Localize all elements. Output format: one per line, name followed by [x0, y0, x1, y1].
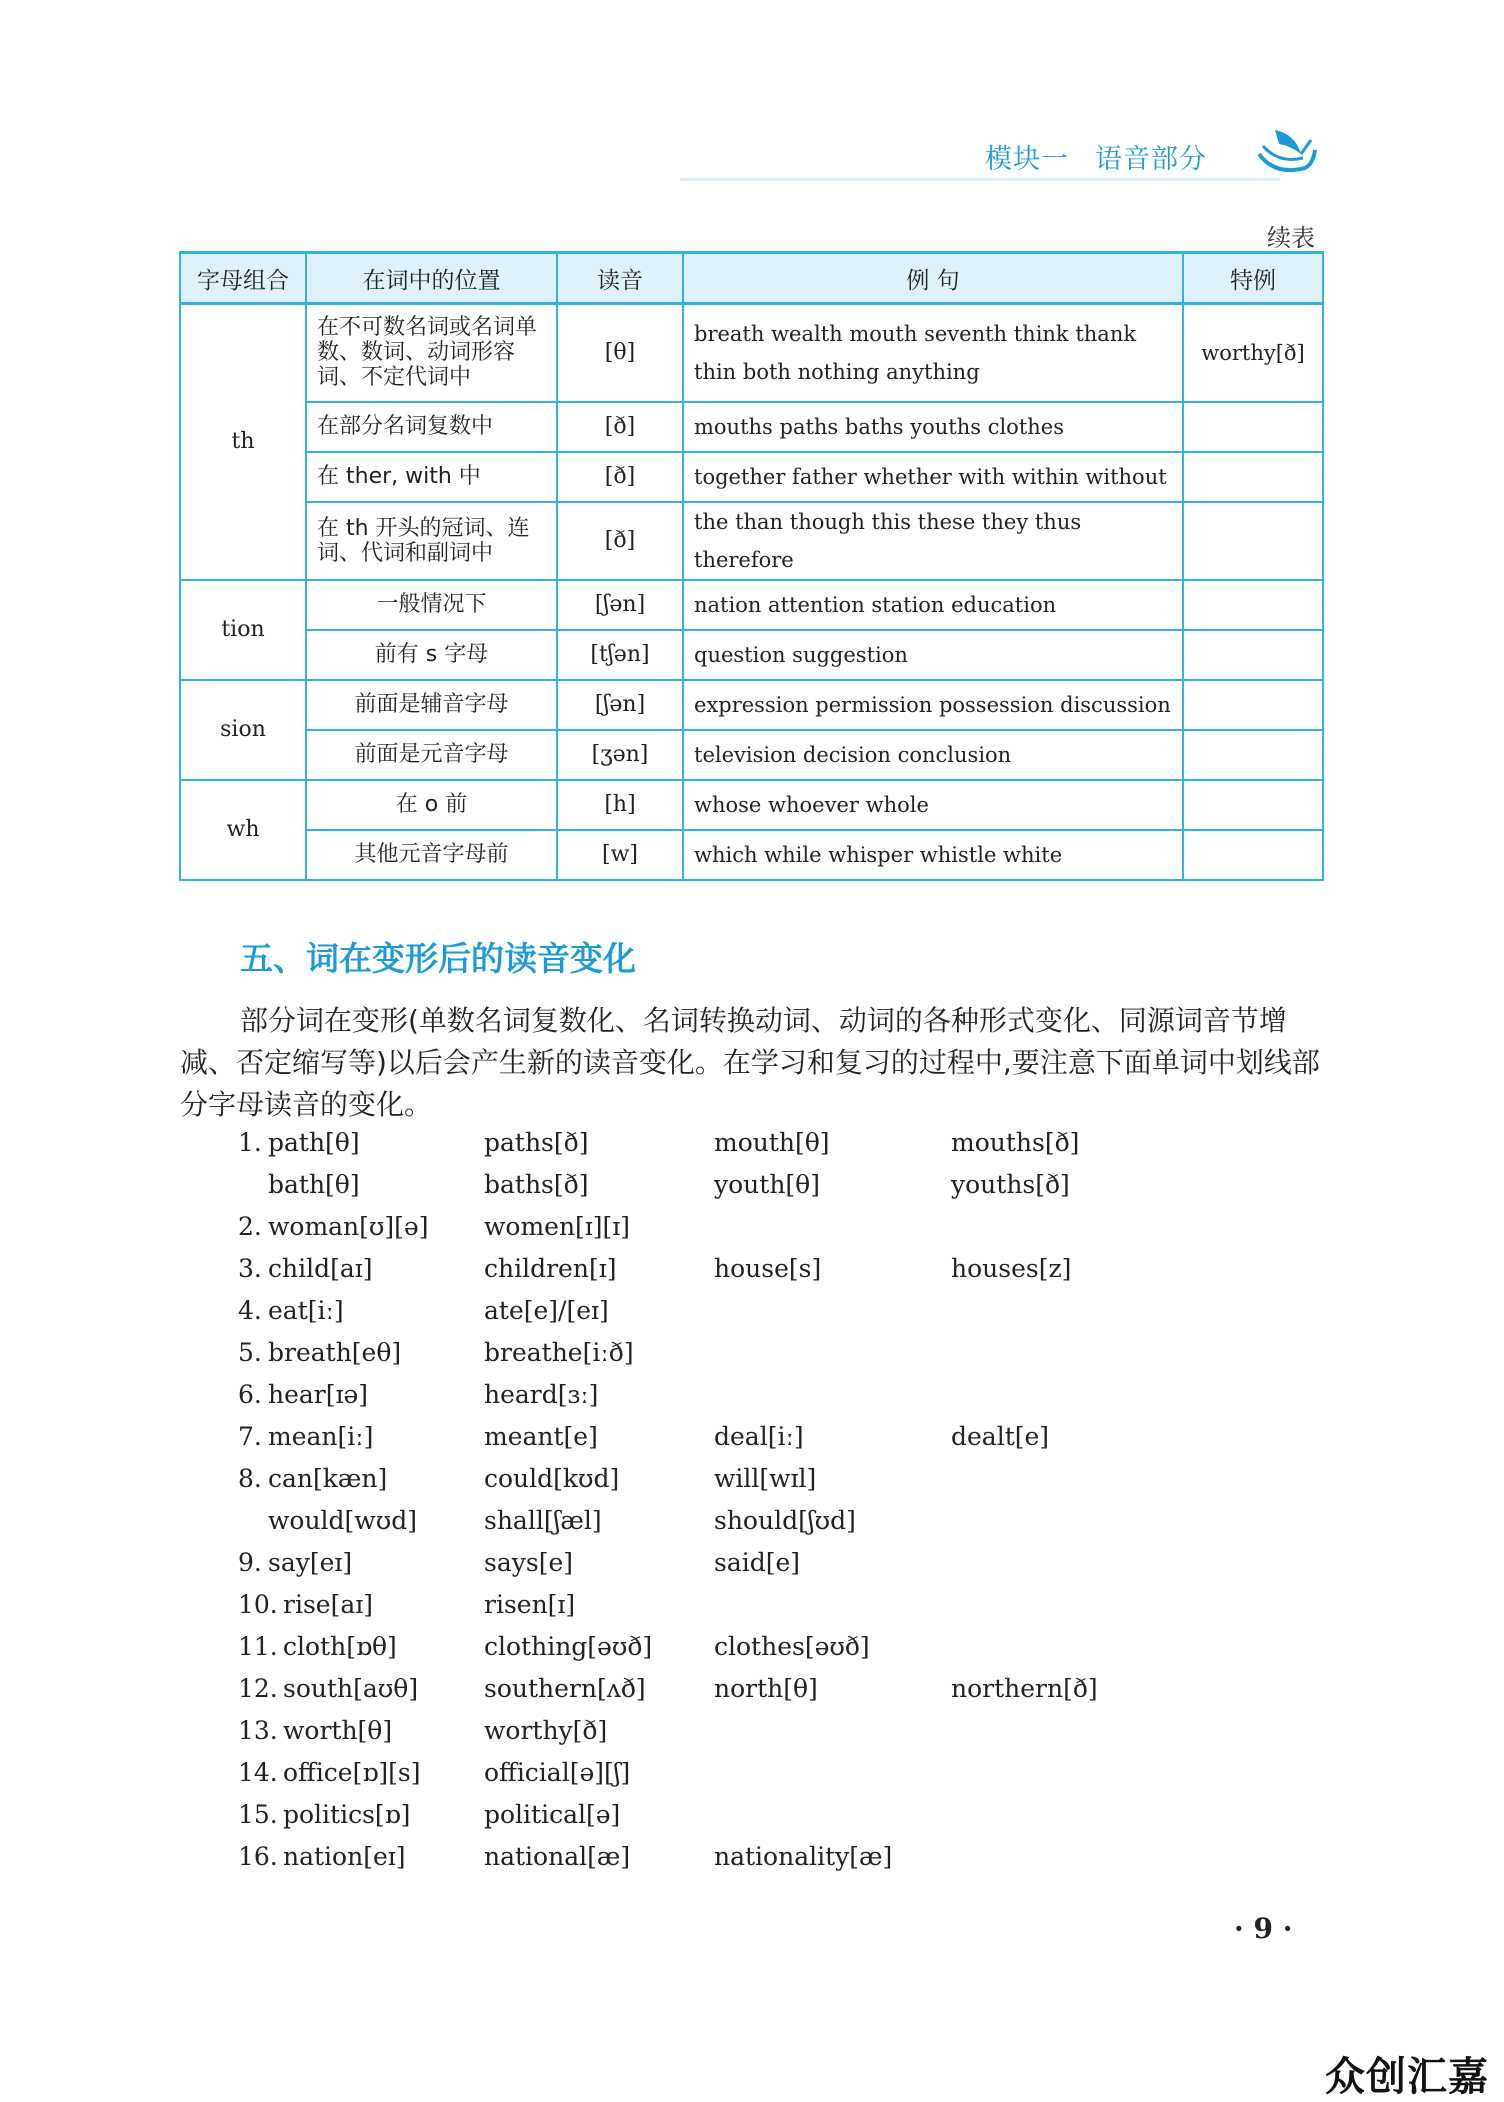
list-item [0, 1506, 1504, 1548]
table-row [180, 680, 1323, 730]
position-cell: 在不可数名词或名词单数、数词、动词形容词、不定代词中 [306, 304, 557, 402]
item-number: 5. [238, 1338, 262, 1367]
header-special: 特例 [1183, 253, 1323, 304]
word: shall[ʃæl] [484, 1506, 602, 1535]
word: risen[ɪ] [484, 1590, 576, 1619]
pronunciation-cell: [tʃən] [557, 630, 683, 680]
word: breathe[iːð] [484, 1338, 634, 1367]
list-item [0, 1464, 1504, 1506]
examples-cell [683, 304, 1183, 402]
header-module: 模块一 [985, 144, 1069, 175]
examples-cell: television decision conclusion [683, 730, 1183, 780]
table-row [180, 452, 1323, 502]
list-item [0, 1758, 1504, 1800]
word-change-list [0, 1128, 1504, 1884]
word: will[wɪl] [714, 1464, 817, 1493]
item-number: 7. [238, 1422, 262, 1451]
special-cell [1183, 452, 1323, 502]
word: nation[eɪ] [283, 1842, 406, 1871]
special-cell [1183, 680, 1323, 730]
examples-cell: question suggestion [683, 630, 1183, 680]
continued-label: 续表 [1267, 224, 1315, 252]
list-item [0, 1800, 1504, 1842]
word: national[æ] [484, 1842, 631, 1871]
word: clothing[əʊð] [484, 1632, 653, 1661]
item-number: 15. [238, 1800, 278, 1829]
word: says[e] [484, 1548, 573, 1577]
position-cell: 前有 s 字母 [306, 630, 557, 680]
word: mean[iː] [268, 1422, 374, 1451]
word: say[eɪ] [268, 1548, 353, 1577]
page-number: · 9 · [1234, 1912, 1293, 1945]
pronunciation-cell: [ʃən] [557, 680, 683, 730]
word: ate[e]/[eɪ] [484, 1296, 609, 1325]
position-cell: 在 th 开头的冠词、连词、代词和副词中 [306, 502, 557, 580]
list-item [0, 1212, 1504, 1254]
examples-cell: expression permission possession discussion [683, 680, 1183, 730]
word: northern[ð] [951, 1674, 1098, 1703]
word: would[wʊd] [268, 1506, 417, 1535]
list-item [0, 1674, 1504, 1716]
header-letter-combo: 字母组合 [180, 253, 306, 304]
header-section: 语音部分 [1095, 144, 1207, 175]
position-cell: 在 ther, with 中 [306, 452, 557, 502]
item-number: 13. [238, 1716, 278, 1745]
word: nationality[æ] [714, 1842, 893, 1871]
word: can[kæn] [268, 1464, 388, 1493]
item-number: 3. [238, 1254, 262, 1283]
examples-cell: nation attention station education [683, 580, 1183, 630]
section-title: 五、词在变形后的读音变化 [240, 939, 636, 978]
word: north[θ] [714, 1674, 818, 1703]
list-item [0, 1632, 1504, 1674]
item-number: 16. [238, 1842, 278, 1871]
word: could[kʊd] [484, 1464, 620, 1493]
word: eat[iː] [268, 1296, 344, 1325]
item-number: 4. [238, 1296, 262, 1325]
list-item [0, 1842, 1504, 1884]
word: mouth[θ] [714, 1128, 830, 1157]
special-cell [1183, 830, 1323, 880]
word: bath[θ] [268, 1170, 360, 1199]
letter-combo-cell: sion [180, 680, 306, 780]
header-position: 在词中的位置 [306, 253, 557, 304]
word: youths[ð] [951, 1170, 1070, 1199]
special-cell: worthy[ð] [1183, 304, 1323, 402]
item-number: 11. [238, 1632, 278, 1661]
word: women[ɪ][ɪ] [484, 1212, 631, 1241]
item-number: 14. [238, 1758, 278, 1787]
special-cell [1183, 730, 1323, 780]
word: clothes[əʊð] [714, 1632, 870, 1661]
list-item [0, 1254, 1504, 1296]
special-cell [1183, 502, 1323, 580]
word: path[θ] [268, 1128, 360, 1157]
pronunciation-cell: [θ] [557, 304, 683, 402]
word: dealt[e] [951, 1422, 1050, 1451]
word: office[ɒ][s] [283, 1758, 421, 1787]
item-number: 9. [238, 1548, 262, 1577]
word: south[aʊθ] [283, 1674, 419, 1703]
item-number: 1. [238, 1128, 262, 1157]
header-examples: 例 句 [683, 253, 1183, 304]
pronunciation-cell: [w] [557, 830, 683, 880]
letter-combo-cell: wh [180, 780, 306, 880]
table-row [180, 304, 1323, 402]
word: baths[ð] [484, 1170, 589, 1199]
pronunciation-cell: [ʒən] [557, 730, 683, 780]
table-row [180, 730, 1323, 780]
word: heard[ɜː] [484, 1380, 599, 1409]
word: meant[e] [484, 1422, 598, 1451]
word: mouths[ð] [951, 1128, 1080, 1157]
special-cell [1183, 780, 1323, 830]
pronunciation-cell: [ð] [557, 452, 683, 502]
list-item [0, 1170, 1504, 1212]
word: said[e] [714, 1548, 801, 1577]
list-item [0, 1548, 1504, 1590]
word: paths[ð] [484, 1128, 589, 1157]
examples-line: thin both nothing anything [694, 359, 980, 384]
table-row [180, 502, 1323, 580]
special-cell [1183, 630, 1323, 680]
list-item [0, 1128, 1504, 1170]
pronunciation-cell: [ʃən] [557, 580, 683, 630]
word: worth[θ] [283, 1716, 393, 1745]
word: worthy[ð] [484, 1716, 608, 1745]
list-item [0, 1716, 1504, 1758]
item-number: 6. [238, 1380, 262, 1409]
list-item [0, 1380, 1504, 1422]
watermark: 众创汇嘉 [1325, 2054, 1489, 2100]
examples-cell: together father whether with within without [683, 452, 1183, 502]
table-header-row [180, 253, 1323, 304]
word: houses[z] [951, 1254, 1072, 1283]
table-row [180, 580, 1323, 630]
examples-line: breath wealth mouth seventh think thank [694, 321, 1137, 346]
word: youth[θ] [714, 1170, 820, 1199]
special-cell [1183, 580, 1323, 630]
word: child[aɪ] [268, 1254, 373, 1283]
examples-cell: which while whisper whistle white [683, 830, 1183, 880]
special-cell [1183, 402, 1323, 452]
position-cell: 其他元音字母前 [306, 830, 557, 880]
word: politics[ɒ] [283, 1800, 411, 1829]
item-number: 10. [238, 1590, 278, 1619]
position-cell: 一般情况下 [306, 580, 557, 630]
item-number: 2. [238, 1212, 262, 1241]
letter-combo-cell: th [180, 304, 306, 580]
word: political[ə] [484, 1800, 621, 1829]
list-item [0, 1590, 1504, 1632]
word: hear[ɪə] [268, 1380, 369, 1409]
list-item [0, 1422, 1504, 1464]
position-cell: 前面是辅音字母 [306, 680, 557, 730]
book-quill-icon [1255, 124, 1317, 186]
word: rise[aɪ] [283, 1590, 373, 1619]
examples-cell: the than though this these they thus therefore [683, 502, 1183, 580]
word: cloth[ɒθ] [283, 1632, 397, 1661]
running-header [985, 137, 1207, 176]
letter-combo-cell: tion [180, 580, 306, 680]
word: house[s] [714, 1254, 822, 1283]
item-number: 12. [238, 1674, 278, 1703]
examples-cell: whose whoever whole [683, 780, 1183, 830]
pronunciation-cell: [h] [557, 780, 683, 830]
pronunciation-table [179, 251, 1324, 881]
list-item [0, 1296, 1504, 1338]
word: children[ɪ] [484, 1254, 617, 1283]
table-row [180, 402, 1323, 452]
word: should[ʃʊd] [714, 1506, 856, 1535]
examples-cell: mouths paths baths youths clothes [683, 402, 1183, 452]
table-row [180, 830, 1323, 880]
position-cell: 前面是元音字母 [306, 730, 557, 780]
word: woman[ʊ][ə] [268, 1212, 429, 1241]
list-item [0, 1338, 1504, 1380]
table-row [180, 780, 1323, 830]
pronunciation-cell: [ð] [557, 402, 683, 452]
header-pronunciation: 读音 [557, 253, 683, 304]
word: southern[ʌð] [484, 1674, 646, 1703]
word: deal[iː] [714, 1422, 804, 1451]
item-number: 8. [238, 1464, 262, 1493]
table-row [180, 630, 1323, 680]
word: breath[eθ] [268, 1338, 402, 1367]
position-cell: 在部分名词复数中 [306, 402, 557, 452]
position-cell: 在 o 前 [306, 780, 557, 830]
pronunciation-cell: [ð] [557, 502, 683, 580]
word: official[ə][ʃ] [484, 1758, 631, 1787]
intro-paragraph: 部分词在变形(单数名词复数化、名词转换动词、动词的各种形式变化、同源词音节增减、否定缩写等)以后会产生新的读音变化。在学习和复习的过程中,要注意下面单词中划线部分字母读音的变化。 [180, 1004, 1320, 1121]
